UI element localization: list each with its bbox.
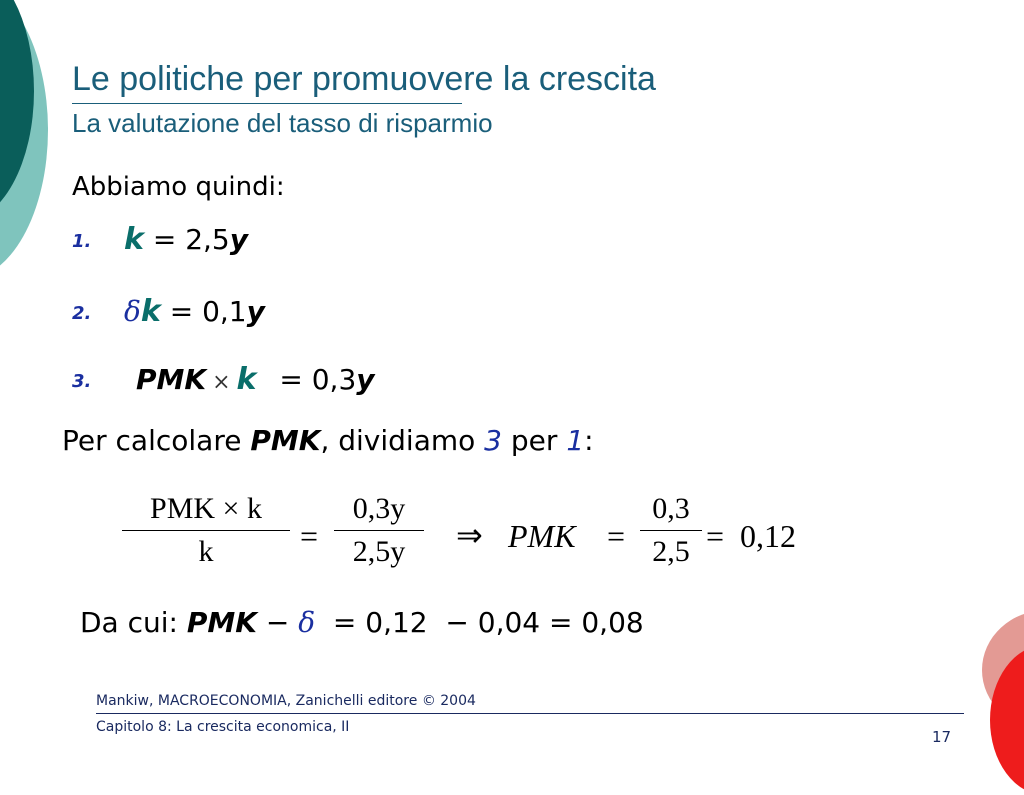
title-divider: [72, 103, 462, 104]
k-symbol: k: [236, 362, 257, 397]
pmk-symbol: PMK: [186, 606, 257, 639]
calc-text: :: [584, 424, 594, 457]
conclusion-label: Da cui:: [80, 606, 187, 639]
fraction-denominator: 2,5: [652, 535, 690, 568]
fraction-left: [122, 492, 290, 569]
k-symbol: k: [124, 222, 144, 257]
y-symbol: y: [246, 295, 265, 328]
item-equation: = 2,5: [143, 223, 230, 256]
pmk-symbol: PMK: [508, 518, 576, 554]
k-symbol: k: [140, 294, 161, 329]
conclusion-equation: = 0,12 − 0,04 = 0,08: [315, 606, 644, 639]
page-number: 17: [932, 728, 952, 746]
equals-sign: =: [607, 518, 626, 554]
fraction-numerator: 0,3: [652, 492, 690, 525]
formula-result: 0,12: [740, 518, 796, 554]
fraction-denominator: 2,5y: [352, 535, 406, 568]
y-symbol: y: [229, 223, 249, 256]
fraction-bar: [122, 530, 290, 531]
footer-source: Mankiw, MACROECONOMIA, Zanichelli editore © 2004: [96, 693, 476, 709]
fraction-bar: [640, 530, 702, 531]
item-equation: = 0,1: [160, 295, 247, 328]
reference-1: 1: [566, 424, 585, 457]
footer-divider: [96, 713, 964, 714]
item-number: 3.: [72, 370, 92, 392]
list-item-1: [72, 222, 248, 257]
reference-3: 3: [484, 424, 502, 457]
fraction-middle: [334, 492, 424, 569]
fraction-right: [640, 492, 702, 569]
delta-symbol: δ: [124, 295, 141, 328]
item-number: 2.: [72, 302, 92, 324]
item-equation: = 0,3: [270, 363, 357, 396]
fraction-bar: [334, 530, 424, 531]
list-item-3: [72, 362, 375, 397]
calc-text: , dividiamo: [320, 424, 485, 457]
equals-sign: =: [706, 518, 725, 554]
fraction-denominator: k: [198, 535, 214, 568]
fraction-numerator: PMK × k: [150, 492, 262, 525]
list-item-2: [72, 294, 265, 329]
pmk-symbol: PMK: [250, 424, 321, 457]
slide-title: Le politiche per promuovere la crescita: [72, 60, 656, 98]
item-number: 1.: [72, 230, 92, 252]
calc-text: Per calcolare: [62, 424, 251, 457]
calc-line: [62, 424, 594, 457]
times-icon: ×: [212, 370, 231, 395]
implies-arrow-icon: ⇒: [456, 517, 483, 553]
conclusion-line: [80, 606, 644, 639]
equals-sign: =: [300, 518, 319, 554]
pmk-symbol: PMK: [136, 363, 207, 396]
minus-sign: −: [256, 606, 299, 639]
delta-symbol: δ: [298, 606, 316, 639]
calc-text: per: [502, 424, 567, 457]
fraction-numerator: 0,3y: [352, 492, 406, 525]
intro-text: Abbiamo quindi:: [72, 172, 285, 202]
slide-subtitle: La valutazione del tasso di risparmio: [72, 108, 493, 138]
y-symbol: y: [356, 363, 375, 396]
footer-chapter: Capitolo 8: La crescita economica, II: [96, 719, 350, 735]
